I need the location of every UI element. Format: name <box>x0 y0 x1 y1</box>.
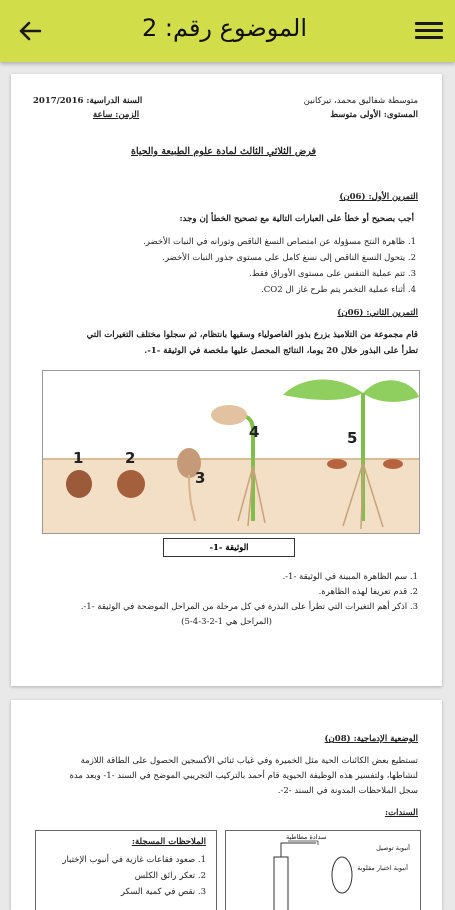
exercise-1-item: 2. يتحول النسغ الناقص إلى نسغ كامل على مستوى جذور النبات الأخضر. <box>162 253 416 263</box>
stage-label: 3 <box>195 469 206 487</box>
integration-title: الوضعية الإدماجية: (08ن) <box>324 734 418 744</box>
observation-item: 1. صعود فقاعات غازية في أنبوب الإختبار <box>62 855 206 865</box>
integration-text: تستطيع بعض الكائنات الحية مثل الخميرة وفي غياب ثنائي الأكسجين الحصول على الطاقة اللازمة <box>80 756 418 766</box>
question: 1. سم الظاهرة المبينة في الوثيقة -1-. <box>282 572 418 582</box>
apparatus-label: أنبوبة توصيل <box>376 844 410 852</box>
observation-item: 3. نقص في كمية السكر <box>120 887 206 897</box>
integration-text: سجل الملاحظات المدونة في السند -2-. <box>277 786 418 796</box>
exercise-1-title: التمرين الأول: (06ن) <box>339 192 418 202</box>
menu-button[interactable] <box>415 18 443 44</box>
stage-label: 4 <box>249 423 260 441</box>
arrow-left-icon <box>19 21 41 41</box>
apparatus-box <box>225 830 421 910</box>
back-button[interactable] <box>14 16 46 46</box>
document-page-2[interactable] <box>11 700 442 910</box>
supports-label: السندات: <box>384 808 418 818</box>
duration: الزمن: ساعة <box>93 110 140 120</box>
apparatus-label: سدادة مطاطية <box>286 833 327 841</box>
apparatus-label: أنبوبة اختبار مقلوبة <box>357 864 408 872</box>
hamburger-icon-line <box>415 22 443 25</box>
exercise-1-instruction: أجب بصحيح أو خطأ على العبارات التالية مع تصحيح الخطأ إن وجد: <box>179 214 414 224</box>
germination-figure <box>42 370 420 534</box>
stage-label: 2 <box>125 449 136 467</box>
exercise-1-item: 3. تتم عملية التنفس على مستوى الأوراق فقط. <box>249 269 416 279</box>
level-label: المستوى: الأولى متوسط <box>330 110 418 120</box>
stage-label: 1 <box>73 449 84 467</box>
exercise-1-item: 1. ظاهرة النتح مسؤولة عن امتصاص النسغ الناقص وتورانه في النبات الأخضر. <box>143 237 416 247</box>
page-title: الموضوع رقم: 2 <box>141 14 307 42</box>
school-name: متوسطة شفاليق محمد، تيركانين <box>303 96 418 106</box>
exercise-1-item: 4. أثناء عملية التخمر يتم طرح غاز ال CO2. <box>261 285 416 295</box>
exercise-2-title: التمرين الثاني: (06ن) <box>337 308 418 318</box>
seed-stage-2 <box>117 470 145 498</box>
question: 2. قدم تعريفا لهذه الظاهرة. <box>318 587 418 597</box>
figure-caption: الوثيقة -1- <box>163 538 295 557</box>
document-page-1[interactable] <box>11 74 442 686</box>
integration-text: لنشاطها، ولتفسير هذه الوظيفة الحيوية قام أحمد بالتركيب التجريبي الموضح في السند -1- وبعد مدة <box>69 771 418 781</box>
question-note: (المراحل هي 1-2-3-4-5) <box>181 617 272 627</box>
exam-title: فرض الثلاثي الثالث لمادة علوم الطبيعة والحياة <box>131 146 317 157</box>
observations-box <box>35 830 217 910</box>
germination-illustration <box>43 371 419 533</box>
observation-item: 2. تعكر رائق الكلس <box>134 871 206 881</box>
question: 3. اذكر أهم التغيرات التي تطرأ على البذرة في كل مرحلة من المراحل الموضحة في الوثيقة -1-. <box>80 602 418 612</box>
observations-title: الملاحظات المسجلة: <box>131 837 206 847</box>
exercise-2-text: تطرأ على البذور خلال 20 يوما، النتائج المحصل عليها ملخصة في الوثيقة -1-. <box>144 346 418 356</box>
exercise-2-text: قام مجموعة من التلاميذ بزرع بذور الفاصولياء وسقيها بانتظام، ثم سجلوا مختلف التغيرات التي <box>86 330 418 340</box>
stage-label: 5 <box>347 429 358 447</box>
hamburger-icon-line <box>415 29 443 32</box>
school-year: السنة الدراسية: 2017/2016 <box>33 96 143 106</box>
app-bar <box>0 0 455 62</box>
hamburger-icon-line <box>415 36 443 39</box>
seed-stage-1 <box>66 470 92 498</box>
